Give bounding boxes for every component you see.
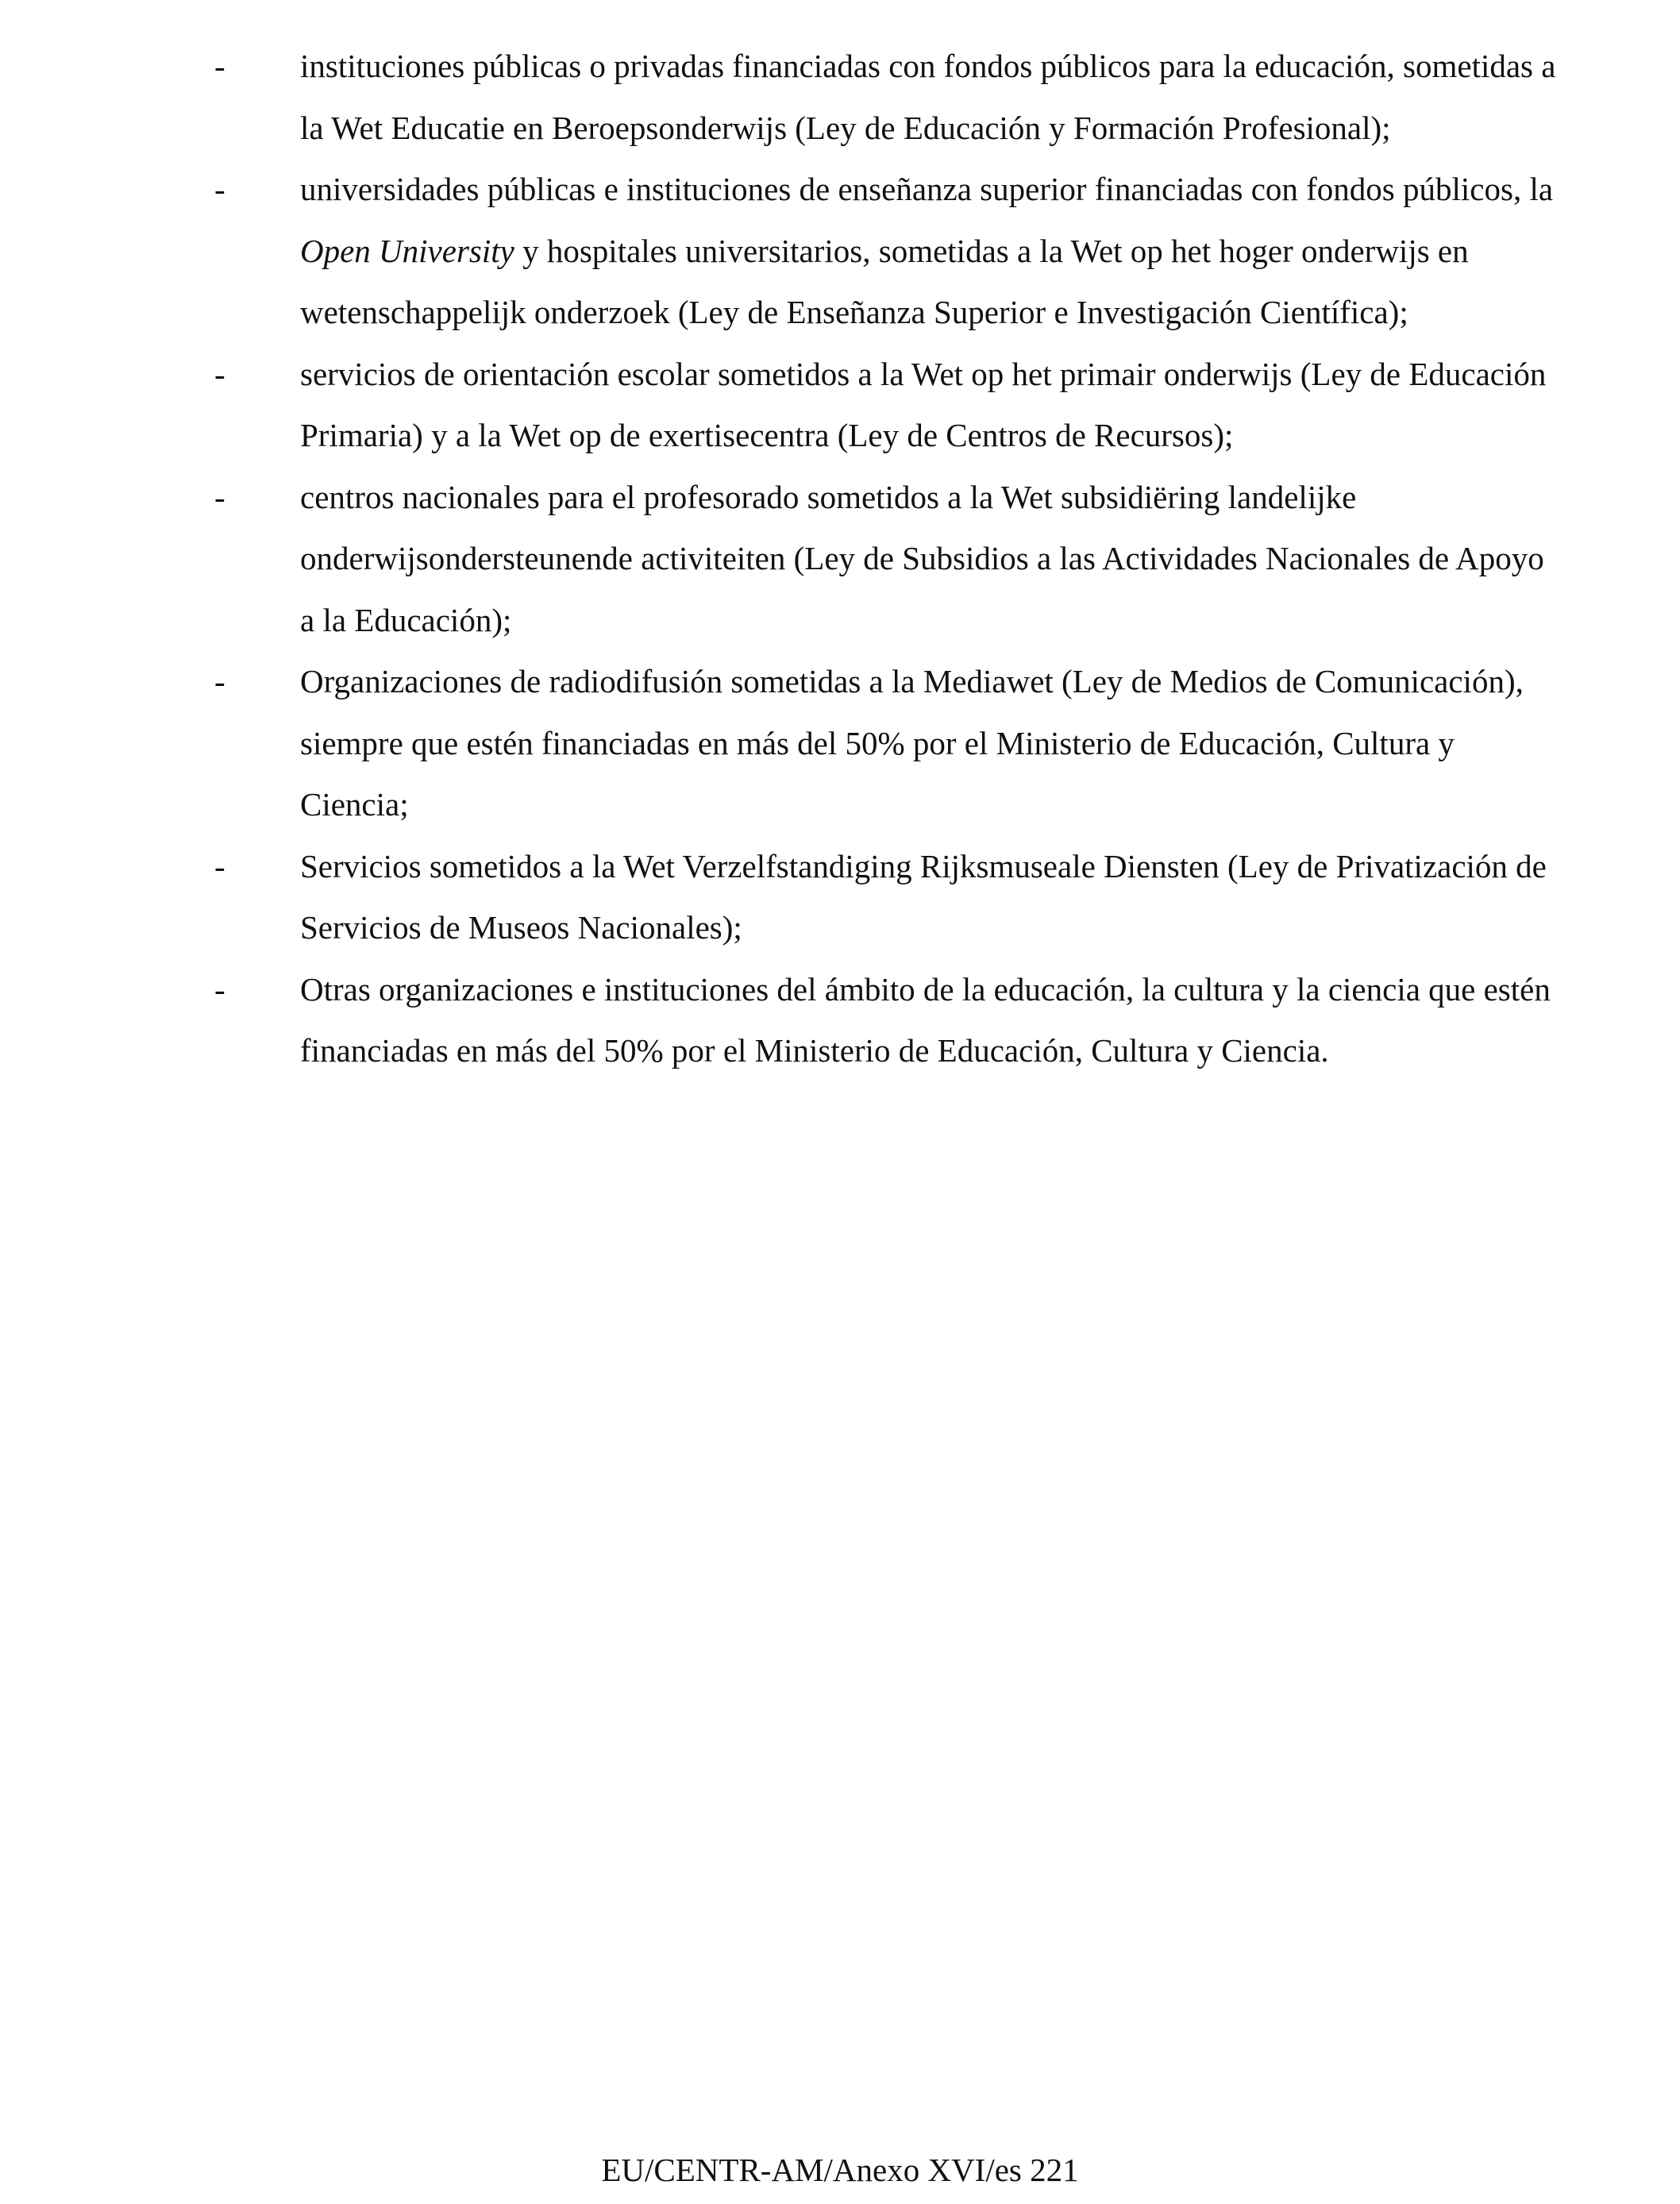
bullet-dash: - (214, 355, 225, 392)
list-item (214, 651, 1564, 836)
bullet-dash: - (214, 847, 225, 884)
bullet-list (214, 36, 1564, 1082)
list-item (214, 836, 1564, 959)
list-item-text: Otras organizaciones e instituciones del ámbito de la educación, la cultura y la ciencia que estén financiadas en más del 50% por el Ministerio de Educación, Cultura y Ciencia. (300, 970, 1551, 1069)
bullet-dash: - (214, 478, 225, 515)
bullet-dash: - (214, 663, 225, 699)
bullet-dash: - (214, 970, 225, 1008)
list-item-text-part: y hospitales universitarios, sometidas a la Wet op het hoger onderwijs en wetenschappelijk onderzoek (Ley de Enseñanza Superior e Investigación Científica); (300, 232, 1469, 330)
list-item (214, 159, 1564, 344)
list-item-text: servicios de orientación escolar sometidos a la Wet op het primair onderwijs (Ley de Educación Primaria) y a la Wet op de exertisecentra (Ley de Centros de Recursos); (300, 355, 1547, 453)
list-item (214, 36, 1564, 159)
bullet-dash: - (214, 171, 225, 207)
list-item-text: Organizaciones de radiodifusión sometidas a la Mediawet (Ley de Medios de Comunicación), siempre que estén financiadas en más del 50% por el Ministerio de Educación, Cultura y Ciencia; (300, 663, 1524, 823)
italic-term: Open University (300, 232, 514, 269)
page-footer-reference: EU/CENTR-AM/Anexo XVI/es 221 (601, 2152, 1079, 2188)
list-item-text (300, 171, 1553, 330)
list-item-text: centros nacionales para el profesorado sometidos a la Wet subsidiëring landelijke onderwijsondersteunende activiteiten (Ley de Subsidios a las Actividades Nacionales de Apoyo a la Educación); (300, 478, 1544, 638)
bullet-dash: - (214, 48, 225, 84)
list-item-text: Servicios sometidos a la Wet Verzelfstandiging Rijksmuseale Diensten (Ley de Privatización de Servicios de Museos Nacionales); (300, 847, 1547, 946)
list-item (214, 467, 1564, 652)
list-item (214, 344, 1564, 467)
list-item (214, 959, 1564, 1082)
list-item-text-part: universidades públicas e instituciones de enseñanza superior financiadas con fondos públicos, la (300, 171, 1554, 207)
list-item-text: instituciones públicas o privadas financiadas con fondos públicos para la educación, sometidas a la Wet Educatie en Beroepsonderwijs (Ley de Educación y Formación Profesional); (300, 48, 1556, 146)
